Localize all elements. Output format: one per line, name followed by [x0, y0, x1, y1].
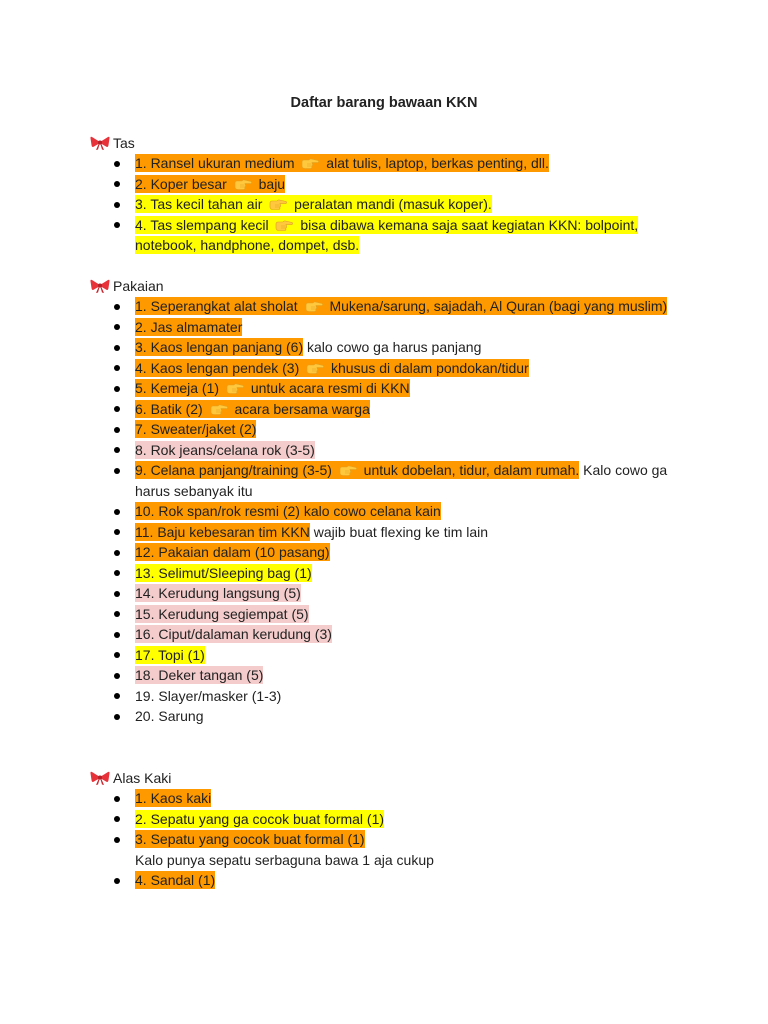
item-text: 4. Kaos lengan pendek (3)	[135, 359, 304, 376]
ribbon-bow-icon	[90, 278, 110, 294]
item-text: 15. Kerudung segiempat (5)	[135, 605, 309, 622]
item-text: Kalo cowo ga harus sebanyak itu	[135, 462, 668, 499]
pointing-hand-icon	[231, 175, 255, 193]
bullet-icon	[114, 837, 120, 843]
item-text: 18. Deker tangan (5)	[135, 667, 264, 683]
item-text: alat tulis, laptop, berkas penting, dll.	[322, 155, 549, 171]
item-text: kalo cowo ga harus panjang	[303, 339, 482, 355]
item-text: khusus di dalam pondokan/tidur	[327, 359, 529, 376]
list-item	[90, 563, 690, 584]
list-item	[90, 358, 690, 379]
bullet-icon	[114, 673, 120, 679]
bullet-icon	[114, 816, 120, 822]
bullet-icon	[114, 693, 120, 699]
item-text: 1. Ransel ukuran medium	[135, 155, 299, 171]
pointing-hand-icon	[207, 400, 231, 418]
list-item	[90, 317, 690, 338]
bullet-icon	[114, 386, 120, 392]
section-heading	[90, 133, 690, 153]
list-item	[90, 194, 690, 215]
pointing-hand-icon	[266, 195, 290, 213]
list-item	[90, 665, 690, 686]
list-item	[90, 215, 690, 256]
bullet-icon	[114, 324, 120, 330]
bullet-icon	[114, 714, 120, 720]
item-text: peralatan mandi (masuk koper).	[290, 196, 492, 212]
item-text: 3. Tas kecil tahan air	[135, 196, 267, 212]
list-item	[90, 788, 690, 809]
pointing-hand-icon	[336, 461, 360, 479]
ribbon-bow-icon	[90, 135, 110, 151]
item-text: 5. Kemeja (1)	[135, 380, 223, 396]
item-text: 8. Rok jeans/celana rok (3-5)	[135, 441, 315, 458]
list-item	[90, 419, 690, 440]
bullet-icon	[114, 427, 120, 433]
bullet-icon	[114, 550, 120, 556]
pointing-hand-icon	[223, 379, 247, 397]
item-text: 20. Sarung	[135, 708, 204, 724]
list-item	[90, 522, 690, 543]
item-text: 11. Baju kebesaran tim KKN	[135, 523, 310, 540]
item-text: 12. Pakaian dalam (10 pasang)	[135, 544, 330, 560]
item-list	[90, 788, 690, 891]
list-item	[90, 870, 690, 891]
section-alas-kaki	[90, 768, 690, 891]
item-list	[90, 153, 690, 256]
bullet-icon	[114, 345, 120, 351]
item-text: 10. Rok span/rok resmi (2) kalo cowo celana kain	[135, 503, 441, 519]
list-item	[90, 645, 690, 666]
pointing-hand-icon	[298, 154, 322, 172]
item-text: 16. Ciput/dalaman kerudung (3)	[135, 626, 332, 642]
bullet-icon	[114, 570, 120, 576]
section-heading	[90, 768, 690, 788]
item-text: 2. Jas almamater	[135, 318, 243, 335]
item-text: 13. Selimut/Sleeping bag (1)	[135, 564, 312, 581]
bullet-icon	[114, 202, 120, 208]
bullet-icon	[114, 181, 120, 187]
section-tas	[90, 133, 690, 256]
item-text: wajib buat flexing ke tim lain	[309, 523, 489, 540]
bullet-icon	[114, 406, 120, 412]
bullet-icon	[114, 304, 120, 310]
item-text: 1. Seperangkat alat sholat	[135, 298, 302, 314]
item-text: 2. Koper besar	[135, 175, 231, 192]
list-item	[90, 624, 690, 645]
section-heading-text: Pakaian	[113, 278, 164, 294]
section-pakaian	[90, 276, 690, 727]
bullet-icon	[114, 632, 120, 638]
list-item	[90, 399, 690, 420]
bullet-icon	[114, 509, 120, 515]
bullet-icon	[114, 468, 120, 474]
list-item	[90, 809, 690, 830]
item-text: 9. Celana panjang/training (3-5)	[135, 462, 336, 478]
section-heading	[90, 276, 690, 296]
list-item	[90, 153, 690, 174]
item-text: 14. Kerudung langsung (5)	[135, 585, 301, 601]
list-item	[90, 440, 690, 461]
item-text: baju	[254, 175, 286, 192]
list-item	[90, 542, 690, 563]
item-text: 7. Sweater/jaket (2)	[135, 421, 257, 437]
list-item	[90, 829, 690, 850]
bullet-icon	[114, 447, 120, 453]
pointing-hand-icon	[272, 216, 296, 234]
document-title: Daftar barang bawaan KKN	[290, 95, 478, 111]
item-text: bisa dibawa kemana saja saat kegiatan KKN: bolpoint, notebook, handphone, dompet, dsb.	[135, 216, 639, 253]
item-text: 6. Batik (2)	[135, 400, 207, 417]
list-item	[90, 686, 690, 707]
item-text: acara bersama warga	[230, 400, 370, 417]
bullet-icon	[114, 161, 120, 167]
item-text: Kalo punya sepatu serbaguna bawa 1 aja cukup	[135, 851, 434, 868]
item-text: 19. Slayer/masker (1-3)	[135, 687, 282, 704]
pointing-hand-icon	[302, 297, 326, 315]
bullet-icon	[114, 591, 120, 597]
item-list	[90, 296, 690, 727]
list-item	[90, 460, 690, 501]
list-item	[90, 706, 690, 727]
list-item	[90, 583, 690, 604]
item-text: 17. Topi (1)	[135, 646, 205, 663]
item-text: 4. Sandal (1)	[135, 872, 216, 888]
section-heading-text: Alas Kaki	[113, 770, 172, 786]
item-text: Mukena/sarung, sajadah, Al Quran (bagi yang muslim)	[325, 298, 668, 314]
item-text: 1. Kaos kaki	[135, 790, 212, 806]
item-text: 4. Tas slempang kecil	[135, 216, 273, 233]
list-item	[90, 604, 690, 625]
bullet-icon	[114, 222, 120, 228]
item-text: untuk acara resmi di KKN	[246, 380, 410, 396]
item-text: untuk dobelan, tidur, dalam rumah.	[359, 462, 580, 478]
list-item	[90, 296, 690, 317]
item-text: 3. Sepatu yang cocok buat formal (1)	[135, 831, 365, 847]
item-text: 3. Kaos lengan panjang (6)	[135, 339, 304, 355]
item-text: 2. Sepatu yang ga cocok buat formal (1)	[135, 810, 385, 827]
bullet-icon	[114, 611, 120, 617]
bullet-icon	[114, 796, 120, 802]
bullet-icon	[114, 652, 120, 658]
bullet-icon	[114, 529, 120, 535]
list-item	[90, 174, 690, 195]
bullet-icon	[114, 365, 120, 371]
pointing-hand-icon	[303, 359, 327, 377]
bullet-icon	[114, 878, 120, 884]
list-item	[90, 850, 690, 871]
list-item	[90, 501, 690, 522]
section-heading-text: Tas	[113, 135, 135, 151]
list-item	[90, 337, 690, 358]
ribbon-bow-icon	[90, 770, 110, 786]
list-item	[90, 378, 690, 399]
